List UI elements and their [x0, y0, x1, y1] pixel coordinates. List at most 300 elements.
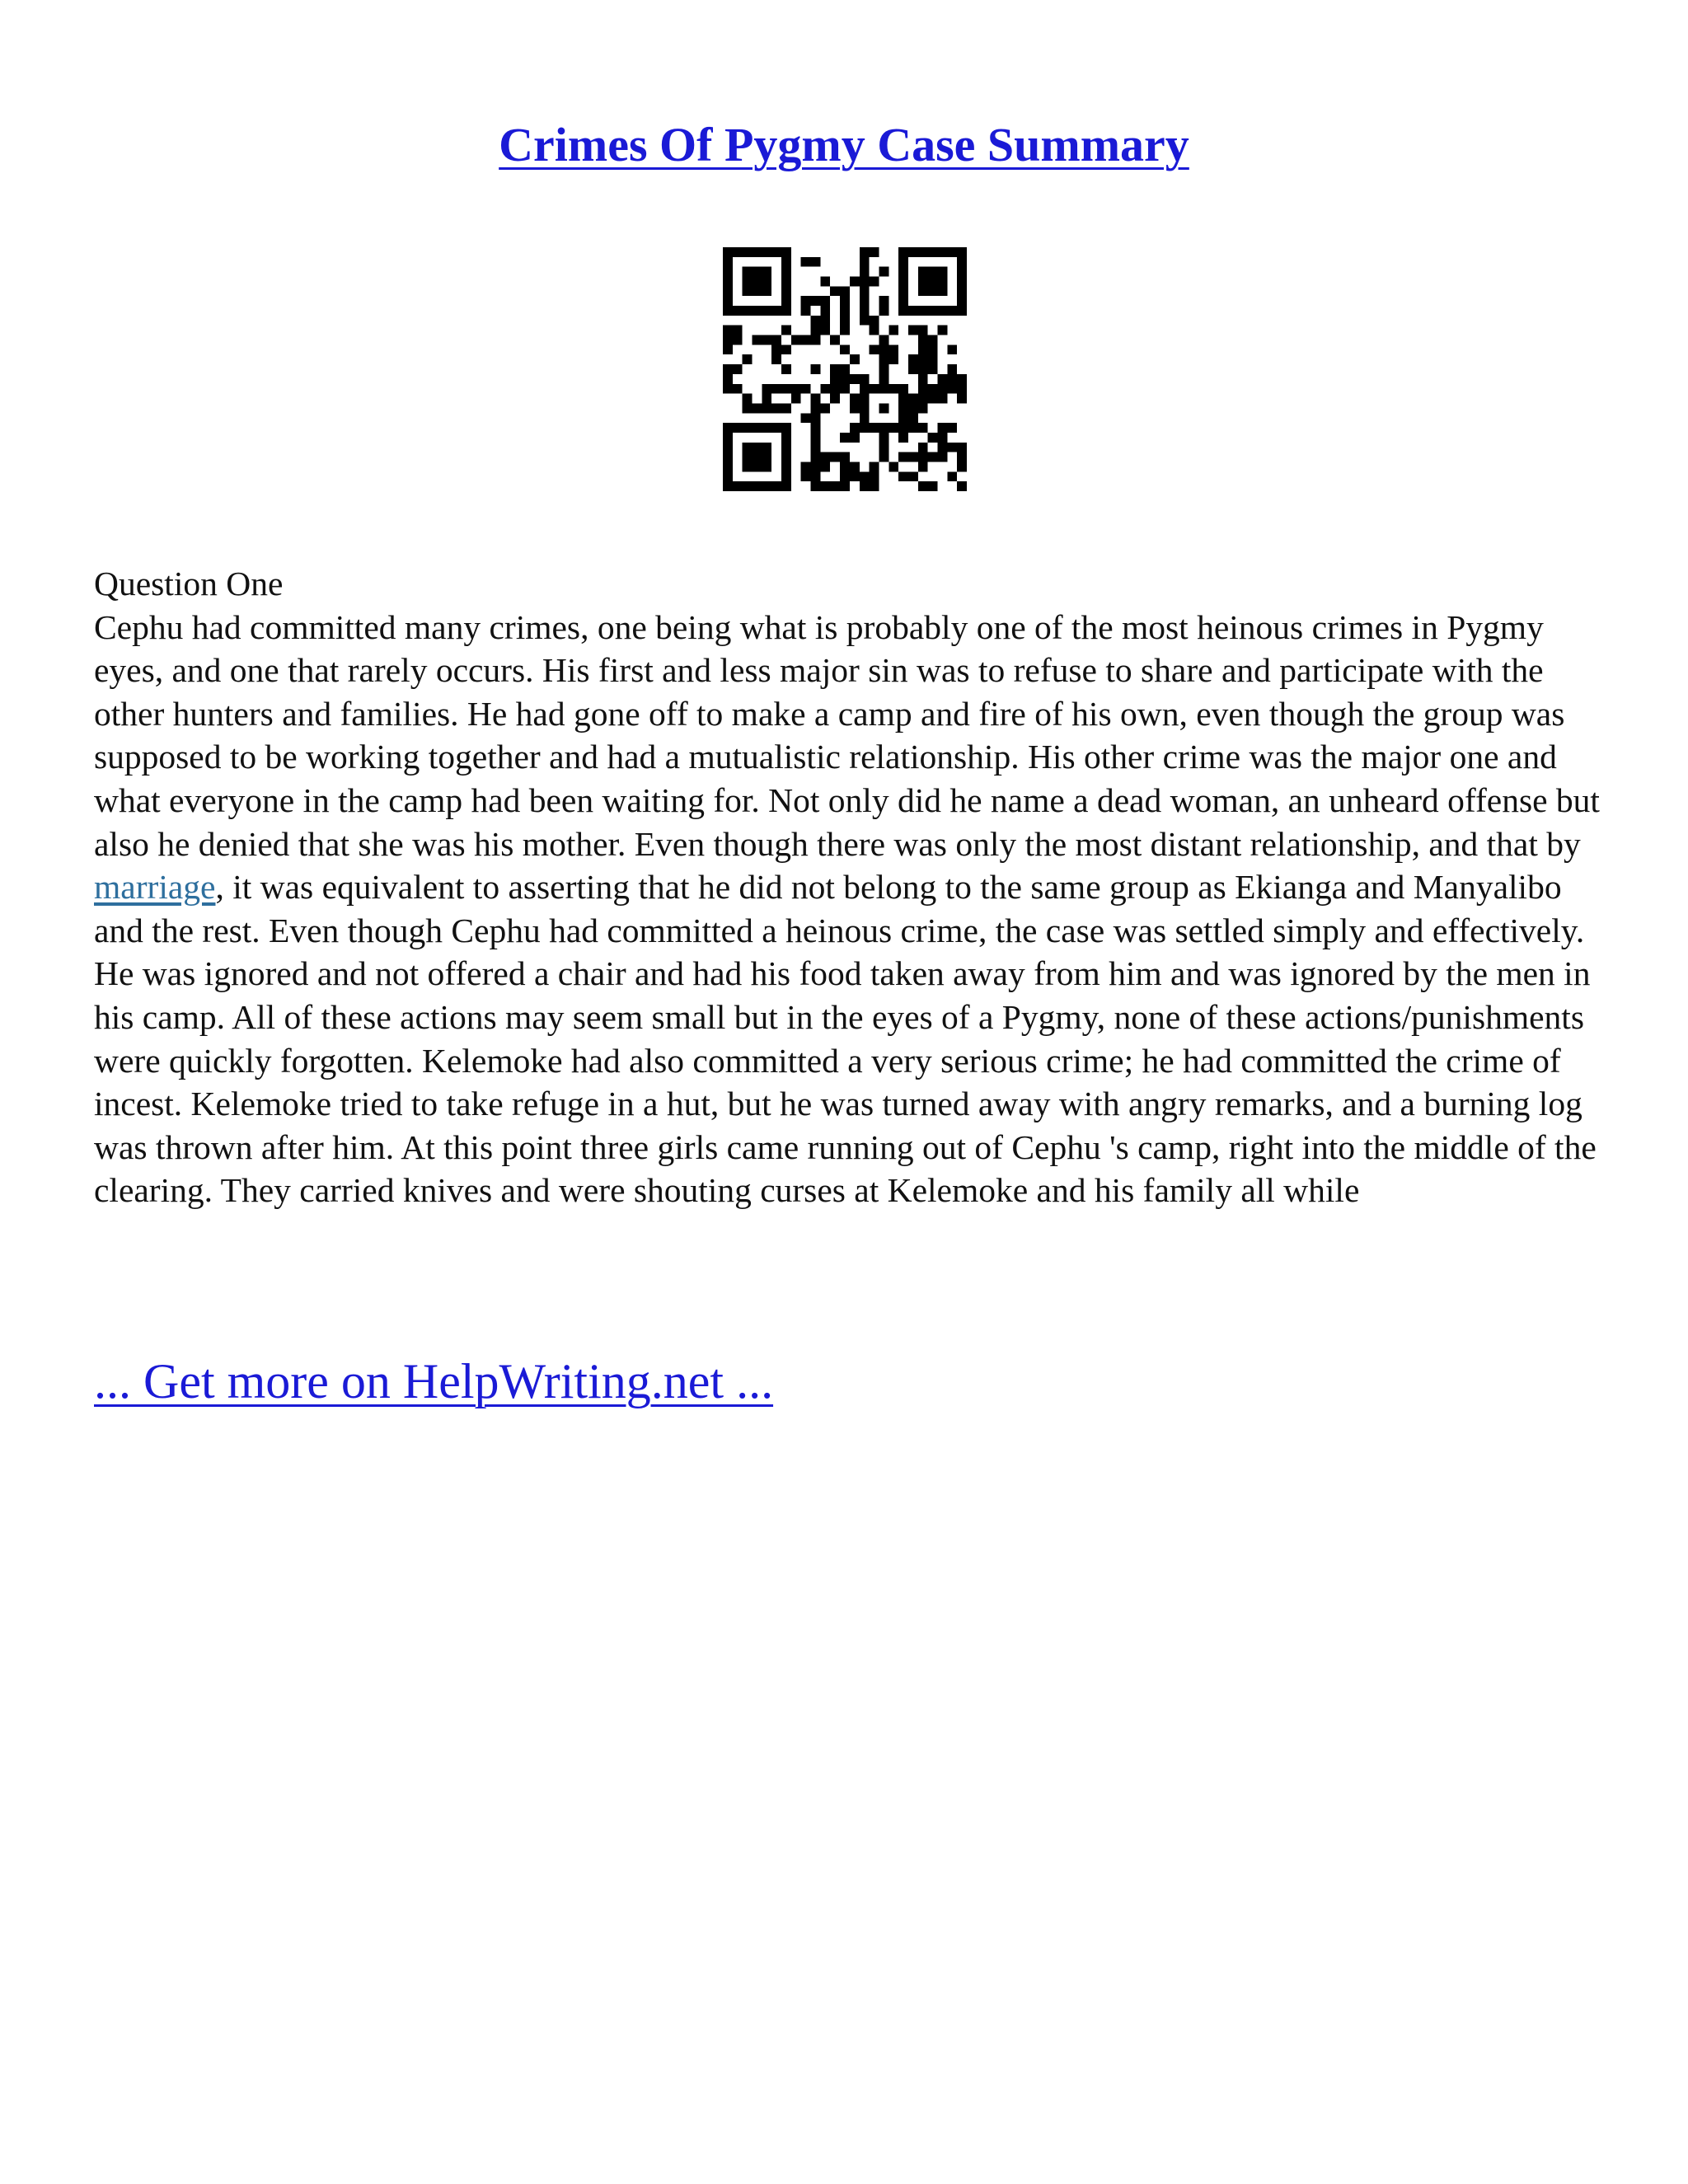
qr-module [889, 462, 898, 471]
qr-module [830, 335, 840, 345]
qr-module [860, 296, 870, 306]
title-link[interactable]: Crimes Of Pygmy Case Summary [499, 118, 1189, 171]
qr-module [870, 462, 879, 471]
qr-module [781, 257, 791, 267]
qr-module [840, 471, 850, 481]
qr-module [937, 423, 947, 433]
qr-module [762, 306, 771, 316]
qr-module [723, 344, 733, 354]
qr-module [753, 462, 762, 471]
qr-module [918, 335, 928, 345]
qr-module [723, 364, 733, 374]
qr-module [957, 286, 967, 296]
qr-module [723, 433, 733, 443]
section-heading: Question One [94, 565, 284, 602]
qr-module [830, 452, 840, 462]
qr-module [771, 247, 781, 257]
qr-module [918, 326, 928, 335]
qr-module [753, 403, 762, 413]
qr-module [918, 462, 928, 471]
qr-module [762, 335, 771, 345]
qr-module [781, 326, 791, 335]
qr-module [762, 452, 771, 462]
qr-module [957, 247, 967, 257]
qr-module [860, 277, 870, 287]
qr-module [860, 316, 870, 326]
qr-module [898, 423, 908, 433]
qr-module [762, 462, 771, 471]
qr-module [908, 364, 918, 374]
qr-module [850, 471, 860, 481]
qr-module [801, 296, 811, 306]
qr-module [743, 481, 753, 491]
qr-module [753, 335, 762, 345]
qr-module [811, 403, 821, 413]
qr-module [733, 384, 743, 394]
qr-module [762, 394, 771, 404]
qr-module [937, 452, 947, 462]
qr-module [947, 384, 957, 394]
qr-module [908, 394, 918, 404]
qr-module [870, 481, 879, 491]
qr-module [860, 423, 870, 433]
qr-module [743, 443, 753, 452]
qr-module [733, 326, 743, 335]
qr-module [918, 277, 928, 287]
qr-module [723, 277, 733, 287]
qr-module [723, 423, 733, 433]
qr-module [928, 452, 938, 462]
qr-module [820, 462, 830, 471]
qr-module [801, 462, 811, 471]
qr-module [928, 247, 938, 257]
qr-module [937, 306, 947, 316]
qr-module [743, 394, 753, 404]
qr-module [723, 326, 733, 335]
qr-module [781, 443, 791, 452]
qr-module [870, 471, 879, 481]
qr-module [928, 277, 938, 287]
qr-module [928, 481, 938, 491]
qr-module [957, 267, 967, 277]
qr-module [889, 326, 898, 335]
qr-module [870, 384, 879, 394]
qr-module [898, 306, 908, 316]
qr-module [898, 267, 908, 277]
qr-module [918, 267, 928, 277]
qr-module [840, 462, 850, 471]
qr-module [811, 462, 821, 471]
qr-module [928, 286, 938, 296]
qr-module [820, 316, 830, 326]
qr-module [830, 364, 840, 374]
qr-module [743, 267, 753, 277]
qr-module [820, 384, 830, 394]
qr-module [898, 433, 908, 443]
qr-module [830, 394, 840, 404]
qr-module [908, 247, 918, 257]
qr-module [723, 471, 733, 481]
qr-module [860, 471, 870, 481]
qr-module [957, 374, 967, 384]
page-title [0, 115, 1688, 175]
qr-module [937, 374, 947, 384]
qr-module [870, 316, 879, 326]
qr-module [860, 384, 870, 394]
qr-module [753, 277, 762, 287]
qr-module [957, 306, 967, 316]
qr-module [879, 344, 889, 354]
qr-module [918, 403, 928, 413]
qr-module [781, 277, 791, 287]
qr-module [743, 354, 753, 364]
qr-module [879, 433, 889, 443]
qr-module [957, 296, 967, 306]
qr-module [743, 403, 753, 413]
qr-module [781, 296, 791, 306]
qr-module [908, 326, 918, 335]
qr-module [820, 296, 830, 306]
qr-module [908, 413, 918, 423]
qr-module [870, 277, 879, 287]
qr-module [860, 267, 870, 277]
qr-module [840, 286, 850, 296]
qr-module [947, 344, 957, 354]
qr-module [860, 394, 870, 404]
article-paragraph [94, 606, 1602, 1212]
qr-module [743, 277, 753, 287]
qr-module [918, 354, 928, 364]
qr-module [781, 344, 791, 354]
qr-module [879, 267, 889, 277]
qr-module [820, 326, 830, 335]
qr-module [840, 374, 850, 384]
qr-module [898, 257, 908, 267]
qr-module [811, 316, 821, 326]
qr-module [840, 481, 850, 491]
qr-module [947, 443, 957, 452]
qr-module [947, 247, 957, 257]
qr-module [879, 423, 889, 433]
qr-module [840, 433, 850, 443]
qr-module [753, 267, 762, 277]
qr-module [898, 286, 908, 296]
qr-module [743, 247, 753, 257]
get-more-section [94, 1352, 773, 1411]
qr-module [937, 433, 947, 443]
qr-module [811, 481, 821, 491]
qr-module [743, 306, 753, 316]
qr-module [957, 443, 967, 452]
qr-module [733, 335, 743, 345]
qr-module [762, 384, 771, 394]
qr-module [860, 374, 870, 384]
qr-module [860, 403, 870, 413]
qr-module [879, 364, 889, 374]
qr-module [937, 277, 947, 287]
qr-module [723, 462, 733, 471]
qr-module [937, 286, 947, 296]
qr-module [947, 374, 957, 384]
qr-module [753, 481, 762, 491]
qr-module [928, 384, 938, 394]
qr-module [850, 374, 860, 384]
qr-module [762, 247, 771, 257]
qr-module [889, 354, 898, 364]
qr-module [840, 384, 850, 394]
qr-module [860, 247, 870, 257]
qr-module [733, 247, 743, 257]
get-more-link[interactable]: ... Get more on HelpWriting.net ... [94, 1354, 774, 1408]
qr-module [791, 335, 801, 345]
qr-module [820, 306, 830, 316]
qr-module [918, 247, 928, 257]
qr-module [723, 306, 733, 316]
qr-module [889, 423, 898, 433]
qr-module [918, 374, 928, 384]
paragraph-text-start: Cephu had committed many crimes, one being what is probably one of the most heinous crimes in Pygmy eyes, and one that rarely occurs. His first and less major sin was to refuse to share and participate with the other hunters and families. He had gone off to make a camp and fire of his own, even though the group was supposed to be working together and had a mutualistic relationship. His other crime was the major one and what everyone in the camp had been waiting for. Not only did he name a dead woman, an unheard offense but also he denied that she was his mother. Even though there was only the most distant relationship, and that by [94, 607, 1600, 863]
qr-module [840, 344, 850, 354]
qr-module [918, 443, 928, 452]
qr-module [870, 344, 879, 354]
qr-module [811, 471, 821, 481]
qr-module [908, 452, 918, 462]
qr-module [889, 344, 898, 354]
qr-module [860, 481, 870, 491]
qr-module [879, 452, 889, 462]
qr-module [733, 364, 743, 374]
qr-module [830, 481, 840, 491]
qr-module [753, 443, 762, 452]
qr-module [830, 374, 840, 384]
qr-module [937, 394, 947, 404]
qr-module [811, 394, 821, 404]
qr-module [957, 452, 967, 462]
qr-module [918, 481, 928, 491]
qr-module [762, 267, 771, 277]
qr-module [957, 481, 967, 491]
qr-module [957, 394, 967, 404]
qr-module [947, 306, 957, 316]
qr-module [908, 354, 918, 364]
qr-module [723, 443, 733, 452]
qr-module [928, 433, 938, 443]
qr-module [753, 286, 762, 296]
qr-module [928, 335, 938, 345]
qr-module [928, 354, 938, 364]
qr-module [801, 335, 811, 345]
qr-module [937, 443, 947, 452]
qr-module [879, 354, 889, 364]
qr-module [918, 286, 928, 296]
qr-module [830, 384, 840, 394]
qr-module [918, 344, 928, 354]
qr-module [908, 403, 918, 413]
qr-module [723, 267, 733, 277]
qr-module [811, 335, 821, 345]
qr-module [723, 296, 733, 306]
qr-module [753, 452, 762, 462]
qr-module [771, 344, 781, 354]
qr-module [762, 481, 771, 491]
qr-module [850, 462, 860, 471]
qr-module [957, 462, 967, 471]
qr-module [879, 296, 889, 306]
qr-module [879, 443, 889, 452]
qr-module [898, 394, 908, 404]
qr-module [811, 413, 821, 423]
qr-module [850, 394, 860, 404]
qr-module [723, 257, 733, 267]
qr-module [879, 403, 889, 413]
qr-module [937, 384, 947, 394]
qr-module [889, 384, 898, 394]
qr-module [733, 481, 743, 491]
qr-module [771, 354, 781, 364]
qr-module [957, 257, 967, 267]
qr-module [870, 326, 879, 335]
qr-module [743, 423, 753, 433]
qr-module [937, 326, 947, 335]
qr-module [908, 306, 918, 316]
qr-module [811, 296, 821, 306]
qr-module [811, 452, 821, 462]
qr-module [860, 306, 870, 316]
qr-module [918, 423, 928, 433]
qr-module [870, 247, 879, 257]
qr-module [820, 481, 830, 491]
qr-module [781, 364, 791, 374]
qr-module [957, 277, 967, 287]
qr-module [898, 452, 908, 462]
qr-module [801, 306, 811, 316]
qr-module [898, 277, 908, 287]
qr-module [898, 403, 908, 413]
qr-code-icon [723, 247, 967, 491]
qr-module [723, 335, 733, 345]
qr-module [898, 471, 908, 481]
qr-module [743, 462, 753, 471]
qr-module [791, 394, 801, 404]
qr-module [928, 364, 938, 374]
qr-module [898, 296, 908, 306]
qr-module [928, 344, 938, 354]
qr-module [723, 374, 733, 384]
qr-module [918, 364, 928, 374]
qr-module [947, 471, 957, 481]
qr-module [771, 403, 781, 413]
paragraph-text-end: , it was equivalent to asserting that he did not belong to the same group as Ekianga and Manyalibo and the rest. Even though Cephu had committed a heinous crime, the case was settled simply and effectively. He was ignored and not offered a chair and had his food taken away from him and was ignored by the men in his camp. All of these actions may seem small but in the eyes of a Pygmy, none of these actions/punishments were quickly forgotten. Kelemoke had also committed a very serious crime; he had committed the crime of incest. Kelemoke tried to take refuge in a hut, but he was turned away with angry remarks, and a burning log was thrown after him. At this point three girls came running out of Cephu 's camp, right into the middle of the clearing. They carried knives and were shouting curses at Kelemoke and his family all while [94, 868, 1597, 1210]
qr-module [723, 384, 733, 394]
qr-module [801, 413, 811, 423]
qr-module [918, 452, 928, 462]
qr-module [781, 286, 791, 296]
qr-module [898, 413, 908, 423]
qr-module [811, 433, 821, 443]
qr-module [879, 374, 889, 384]
qr-module [928, 306, 938, 316]
qr-module [840, 296, 850, 306]
qr-module [937, 247, 947, 257]
qr-module [781, 481, 791, 491]
qr-module [762, 423, 771, 433]
qr-module [771, 306, 781, 316]
qr-module [937, 267, 947, 277]
qr-module [791, 384, 801, 394]
qr-module [918, 394, 928, 404]
qr-module [850, 403, 860, 413]
qr-module [753, 306, 762, 316]
qr-module [743, 452, 753, 462]
qr-module [733, 306, 743, 316]
qr-module [762, 443, 771, 452]
qr-module [762, 403, 771, 413]
qr-module [879, 306, 889, 316]
qr-module [811, 423, 821, 433]
qr-module [830, 286, 840, 296]
qr-module [947, 364, 957, 374]
qr-module [762, 286, 771, 296]
qr-module [840, 306, 850, 316]
qr-module [771, 384, 781, 394]
qr-module [733, 423, 743, 433]
qr-module [820, 277, 830, 287]
qr-module [811, 257, 821, 267]
qr-module [879, 384, 889, 394]
qr-module [781, 247, 791, 257]
qr-module [781, 403, 791, 413]
qr-module [850, 423, 860, 433]
qr-module [801, 257, 811, 267]
qr-module [753, 423, 762, 433]
qr-module [781, 384, 791, 394]
qr-module [947, 423, 957, 433]
qr-module [850, 354, 860, 364]
qr-module [908, 423, 918, 433]
qr-module [801, 471, 811, 481]
marriage-link[interactable]: marriage [94, 868, 216, 907]
qr-module [898, 384, 908, 394]
qr-module [850, 433, 860, 443]
qr-module [723, 286, 733, 296]
qr-module [840, 364, 850, 374]
qr-module [928, 267, 938, 277]
qr-module [811, 443, 821, 452]
qr-module [811, 364, 821, 374]
qr-module [860, 257, 870, 267]
qr-module [771, 335, 781, 345]
qr-module [781, 452, 791, 462]
qr-module [723, 481, 733, 491]
article-body [94, 562, 1602, 1212]
qr-module [811, 326, 821, 335]
qr-module [781, 462, 791, 471]
qr-module [781, 267, 791, 277]
qr-module [898, 247, 908, 257]
qr-module [918, 384, 928, 394]
qr-module [860, 413, 870, 423]
qr-module [801, 384, 811, 394]
qr-module [743, 286, 753, 296]
qr-module [840, 452, 850, 462]
qr-module [781, 306, 791, 316]
qr-module [928, 394, 938, 404]
qr-module [957, 384, 967, 394]
qr-module [879, 335, 889, 345]
qr-module [781, 471, 791, 481]
qr-module [840, 316, 850, 326]
qr-module [771, 423, 781, 433]
